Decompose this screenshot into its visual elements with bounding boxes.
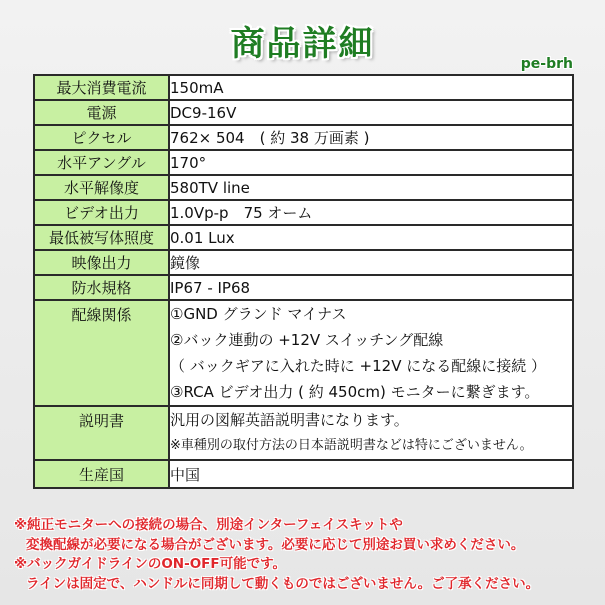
spec-value: 鏡像 — [169, 250, 573, 275]
spec-row-waterproof — [34, 275, 573, 300]
product-code: pe-brh — [520, 56, 573, 72]
spec-label: ビデオ出力 — [34, 200, 169, 225]
page-title: 商品詳細 — [230, 24, 375, 64]
spec-value-multiline — [169, 300, 573, 406]
spec-row-min-illumination — [34, 225, 573, 250]
spec-value-multiline — [169, 406, 573, 460]
note-line: 変換配線が必要になる場合がございます。必要に応じて別途お買い求めください。 — [26, 536, 525, 553]
spec-value: 150mA — [169, 75, 573, 100]
spec-row-video-output — [34, 200, 573, 225]
spec-label: 最大消費電流 — [34, 75, 169, 100]
manual-note: ※車種別の取付方法の日本語説明書などは特にございません。 — [170, 438, 533, 453]
manual-line: 汎用の図解英語説明書になります。 — [170, 411, 409, 429]
spec-label: 生産国 — [34, 460, 169, 488]
spec-row-image-output — [34, 250, 573, 275]
spec-table — [33, 74, 574, 489]
spec-label: 映像出力 — [34, 250, 169, 275]
spec-row-horizontal-resolution — [34, 175, 573, 200]
spec-value: 0.01 Lux — [169, 225, 573, 250]
spec-label: 説明書 — [34, 406, 169, 460]
spec-label: 水平解像度 — [34, 175, 169, 200]
wiring-line: ①GND グランド マイナス — [170, 305, 347, 323]
note-line: ラインは固定で、ハンドルに同期して動くものではございません。ご了承ください。 — [26, 575, 540, 592]
spec-value: 1.0Vp-p 75 オーム — [169, 200, 573, 225]
spec-row-origin — [34, 460, 573, 488]
spec-label: ピクセル — [34, 125, 169, 150]
spec-label: 電源 — [34, 100, 169, 125]
note-line: ※バックガイドラインのON-OFF可能です。 — [14, 556, 287, 572]
spec-value: 762× 504 ( 約 38 万画素 ) — [169, 125, 573, 150]
spec-value: DC9-16V — [169, 100, 573, 125]
spec-label: 最低被写体照度 — [34, 225, 169, 250]
notes — [14, 516, 539, 594]
wiring-line: （ バックギアに入れた時に +12V になる配線に接続 ） — [170, 357, 546, 375]
wiring-line: ②バック連動の +12V スイッチング配線 — [170, 331, 444, 349]
spec-label: 水平アングル — [34, 150, 169, 175]
spec-row-wiring — [34, 300, 573, 406]
spec-row-manual — [34, 406, 573, 460]
spec-value: 580TV line — [169, 175, 573, 200]
spec-row-pixels — [34, 125, 573, 150]
spec-value: 170° — [169, 150, 573, 175]
wiring-line: ③RCA ビデオ出力 ( 約 450cm) モニターに繋ぎます。 — [170, 383, 540, 401]
spec-row-max-current — [34, 75, 573, 100]
spec-value: 中国 — [169, 460, 573, 488]
spec-row-horizontal-angle — [34, 150, 573, 175]
note-line: ※純正モニターへの接続の場合、別途インターフェイスキットや — [14, 517, 403, 533]
spec-value: IP67 - IP68 — [169, 275, 573, 300]
spec-row-power — [34, 100, 573, 125]
spec-label: 防水規格 — [34, 275, 169, 300]
spec-label: 配線関係 — [34, 300, 169, 406]
